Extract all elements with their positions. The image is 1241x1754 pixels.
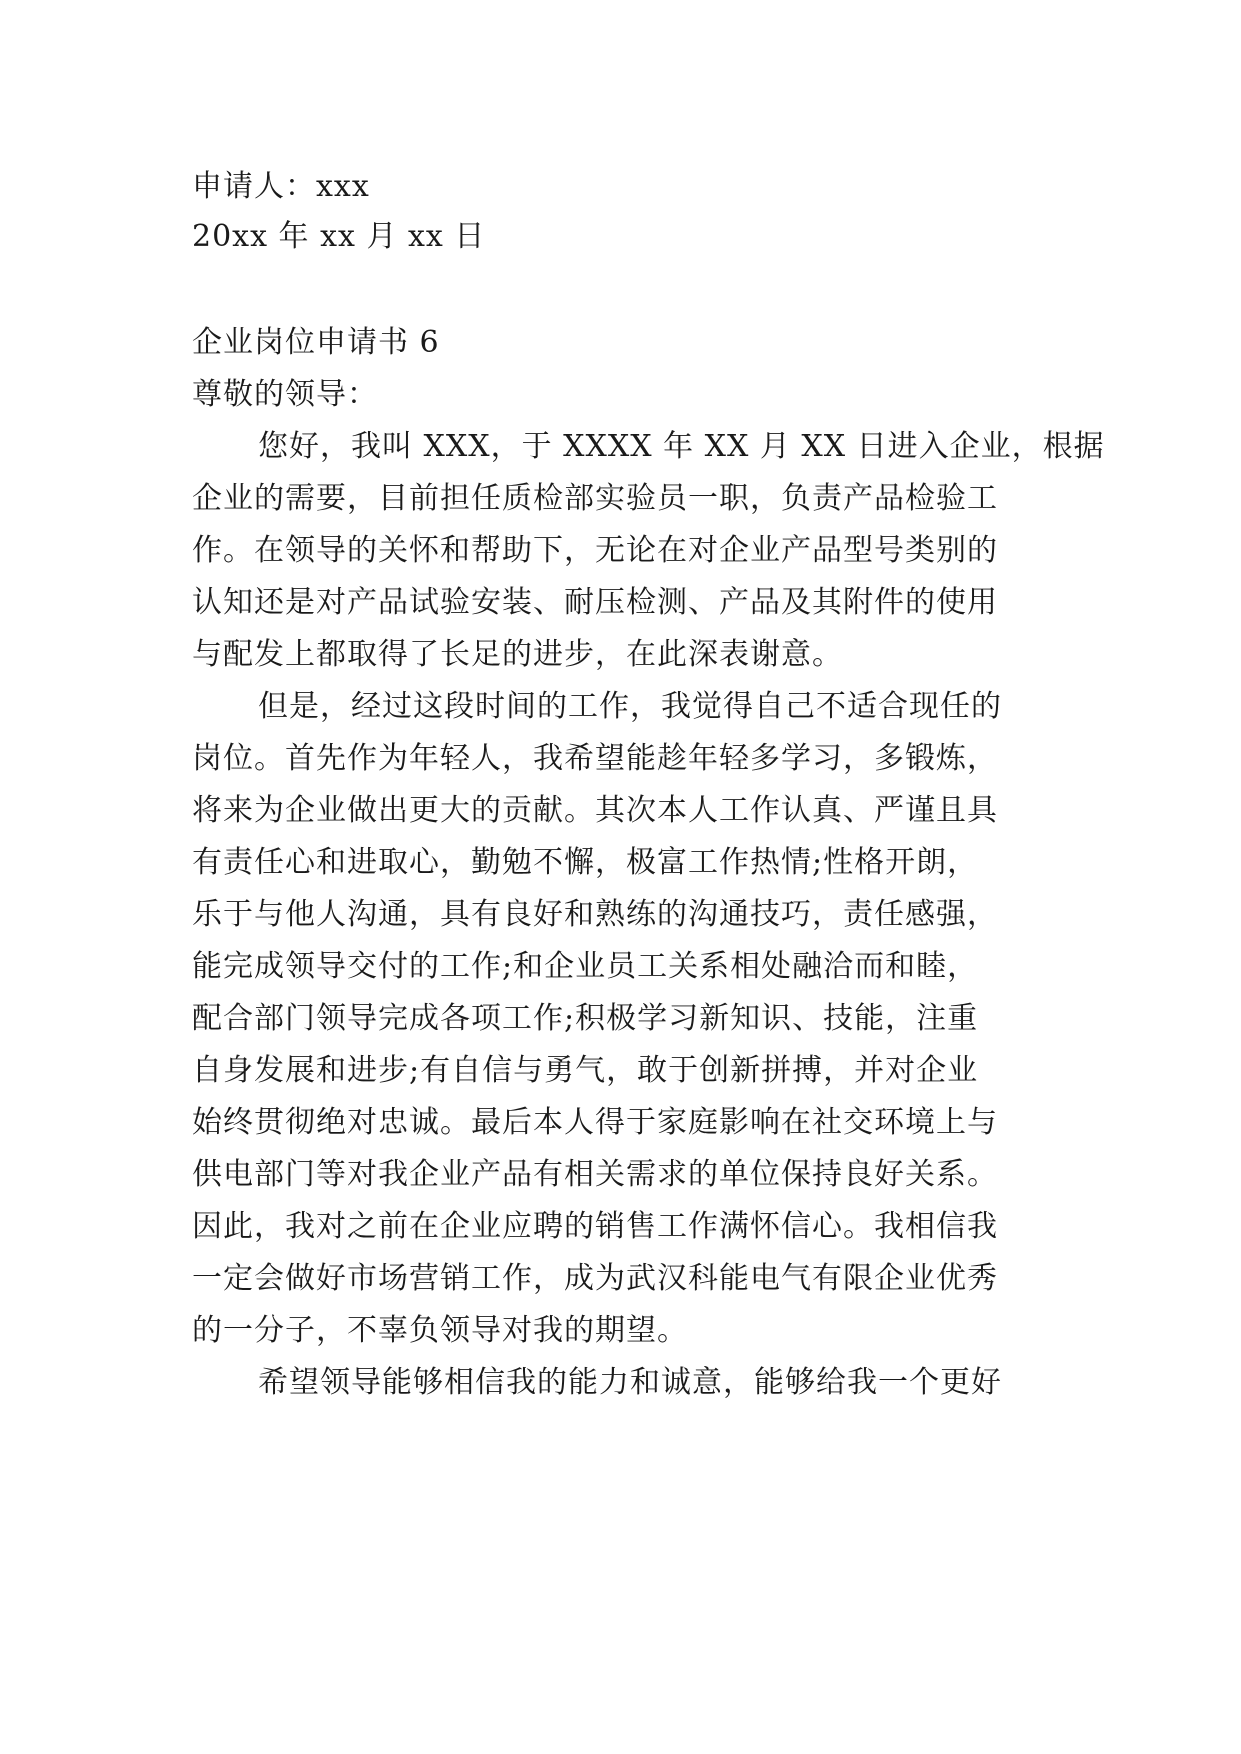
date-line: 20xx 年 xx 月 xx 日: [192, 219, 486, 254]
paragraph-line: 自身发展和进步;有自信与勇气，敢于创新拼搏，并对企业: [192, 1053, 979, 1088]
paragraph-line: 希望领导能够相信我的能力和诚意，能够给我一个更好: [258, 1365, 1002, 1400]
paragraph-line: 配合部门领导完成各项工作;积极学习新知识、技能，注重: [192, 1001, 979, 1036]
salutation: 尊敬的领导：: [192, 377, 378, 412]
paragraph-line: 但是，经过这段时间的工作，我觉得自己不适合现任的: [258, 689, 1002, 724]
paragraph-line: 认知还是对产品试验安装、耐压检测、产品及其附件的使用: [192, 585, 998, 620]
paragraph-line: 因此，我对之前在企业应聘的销售工作满怀信心。我相信我: [192, 1209, 998, 1244]
paragraph-line: 您好，我叫 XXX，于 XXXX 年 XX 月 XX 日进入企业，根据: [258, 429, 1105, 464]
paragraph-line: 作。在领导的关怀和帮助下，无论在对企业产品型号类别的: [192, 533, 998, 568]
paragraph-line: 乐于与他人沟通，具有良好和熟练的沟通技巧，责任感强，: [192, 897, 998, 932]
paragraph-line: 供电部门等对我企业产品有相关需求的单位保持良好关系。: [192, 1157, 998, 1192]
paragraph-line: 企业的需要，目前担任质检部实验员一职，负责产品检验工: [192, 481, 998, 516]
letter-title: 企业岗位申请书 6: [192, 325, 440, 360]
paragraph-line: 有责任心和进取心，勤勉不懈，极富工作热情;性格开朗，: [192, 845, 979, 880]
paragraph-line: 的一分子，不辜负领导对我的期望。: [192, 1313, 688, 1348]
paragraph-line: 将来为企业做出更大的贡献。其次本人工作认真、严谨且具: [192, 793, 998, 828]
paragraph-line: 能完成领导交付的工作;和企业员工关系相处融洽而和睦，: [192, 949, 979, 984]
applicant-line: 申请人：xxx: [192, 169, 370, 204]
paragraph-line: 与配发上都取得了长足的进步，在此深表谢意。: [192, 637, 843, 672]
paragraph-line: 一定会做好市场营销工作，成为武汉科能电气有限企业优秀: [192, 1261, 998, 1296]
paragraph-line: 岗位。首先作为年轻人，我希望能趁年轻多学习，多锻炼，: [192, 741, 998, 776]
paragraph-line: 始终贯彻绝对忠诚。最后本人得于家庭影响在社交环境上与: [192, 1105, 998, 1140]
